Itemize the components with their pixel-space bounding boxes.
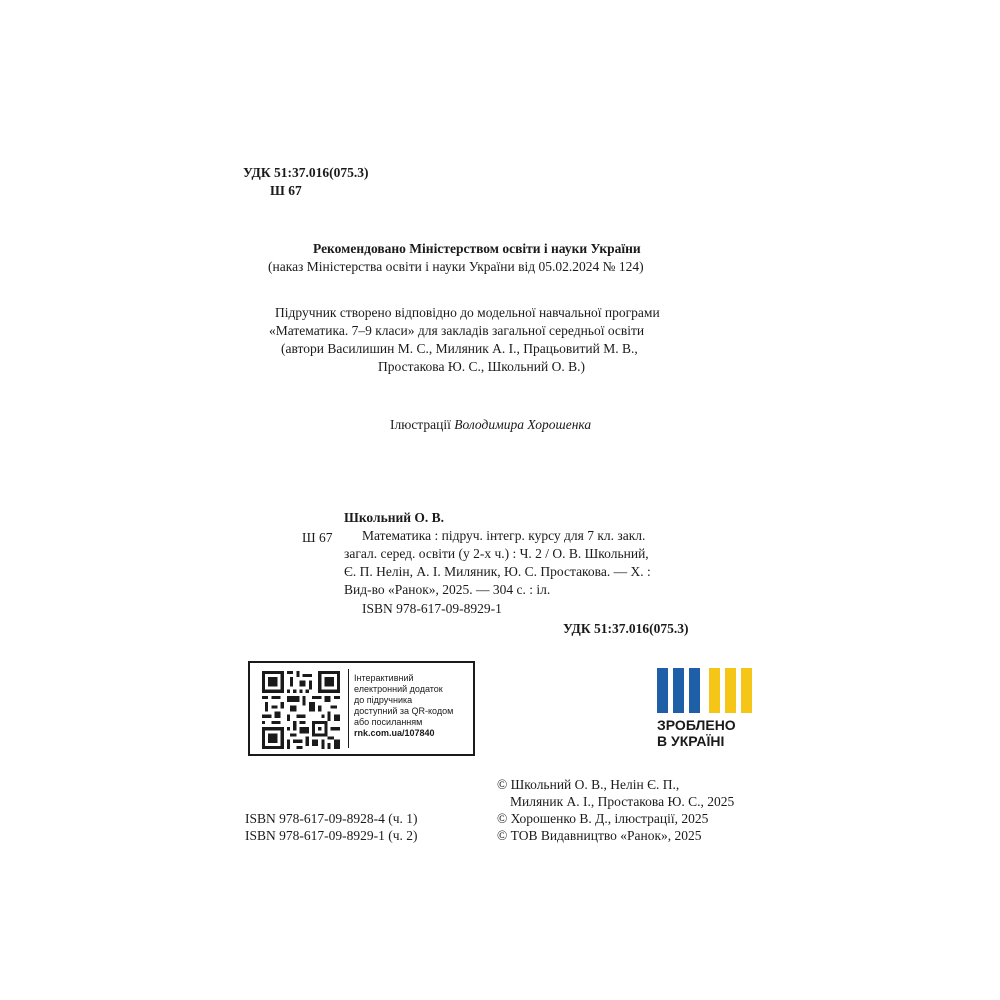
illustrations-label: Ілюстрації <box>390 417 451 432</box>
isbn-part-1: ISBN 978-617-09-8928-4 (ч. 1) <box>245 811 418 826</box>
yellow-stripe-2 <box>725 668 736 713</box>
blue-stripe-3 <box>689 668 700 713</box>
program-line-3: (автори Василишин М. С., Миляник А. І., Працьовитий М. В., <box>281 341 638 356</box>
copyright-line-4: © ТОВ Видавництво «Ранок», 2025 <box>497 828 702 843</box>
qr-divider <box>348 669 349 748</box>
qr-line-3: до підручника <box>354 695 413 705</box>
program-line-4: Простакова Ю. С., Школьний О. В.) <box>378 359 585 374</box>
qr-line-2: електронний додаток <box>354 684 443 694</box>
made-in-ukraine-line-1: ЗРОБЛЕНО <box>657 717 736 733</box>
catalog-isbn: ISBN 978-617-09-8929-1 <box>362 601 502 616</box>
program-line-1: Підручник створено відповідно до модельної навчальної програми <box>275 305 660 320</box>
recommended-line-2: (наказ Міністерства освіти і науки України від 05.02.2024 № 124) <box>268 259 644 274</box>
qr-description <box>354 673 453 739</box>
catalog-udk: УДК 51:37.016(075.3) <box>563 621 689 636</box>
yellow-stripe-3 <box>741 668 752 713</box>
made-in-ukraine-logo <box>657 668 757 754</box>
yellow-stripe-1 <box>709 668 720 713</box>
qr-link[interactable]: rnk.com.ua/107840 <box>354 728 435 738</box>
copyright-line-3: © Хорошенко В. Д., ілюстрації, 2025 <box>497 811 709 826</box>
blue-stripe-2 <box>673 668 684 713</box>
catalog-line-1: Математика : підруч. інтегр. курсу для 7 кл. закл. <box>362 528 646 543</box>
qr-line-4: доступний за QR-кодом <box>354 706 454 716</box>
illustrations-name: Володимира Хорошенка <box>454 417 592 432</box>
catalog-line-2: загал. серед. освіти (у 2-х ч.) : Ч. 2 / О. В. Школьний, <box>344 546 649 561</box>
illustrations <box>390 416 591 434</box>
program-line-2: «Математика. 7–9 класи» для закладів загальної середньої освіти <box>269 323 645 338</box>
made-in-ukraine-text <box>657 717 736 749</box>
catalog-code: Ш 67 <box>302 530 333 545</box>
ua-flag-stripes-icon <box>657 668 757 713</box>
recommended-line-1: Рекомендовано Міністерством освіти і науки України <box>313 241 641 256</box>
copyright-line-2: Миляник А. І., Простакова Ю. С., 2025 <box>510 794 735 809</box>
udk-top: УДК 51:37.016(075.3) <box>243 165 369 180</box>
isbn-part-2: ISBN 978-617-09-8929-1 (ч. 2) <box>245 828 418 843</box>
qr-line-1: Інтерактивний <box>354 673 414 683</box>
made-in-ukraine-line-2: В УКРАЇНІ <box>657 733 725 749</box>
blue-stripe-1 <box>657 668 668 713</box>
qr-info-box <box>248 661 475 756</box>
qr-code-icon[interactable] <box>262 671 340 749</box>
catalog-line-4: Вид-во «Ранок», 2025. — 304 с. : іл. <box>344 582 551 597</box>
catalog-line-3: Є. П. Нелін, А. І. Миляник, Ю. С. Простакова. — Х. : <box>344 564 651 579</box>
code-top: Ш 67 <box>270 183 302 198</box>
copyright-line-1: © Школьний О. В., Нелін Є. П., <box>497 777 680 792</box>
qr-line-5: або посиланням <box>354 717 423 727</box>
catalog-author: Школьний О. В. <box>344 510 445 525</box>
